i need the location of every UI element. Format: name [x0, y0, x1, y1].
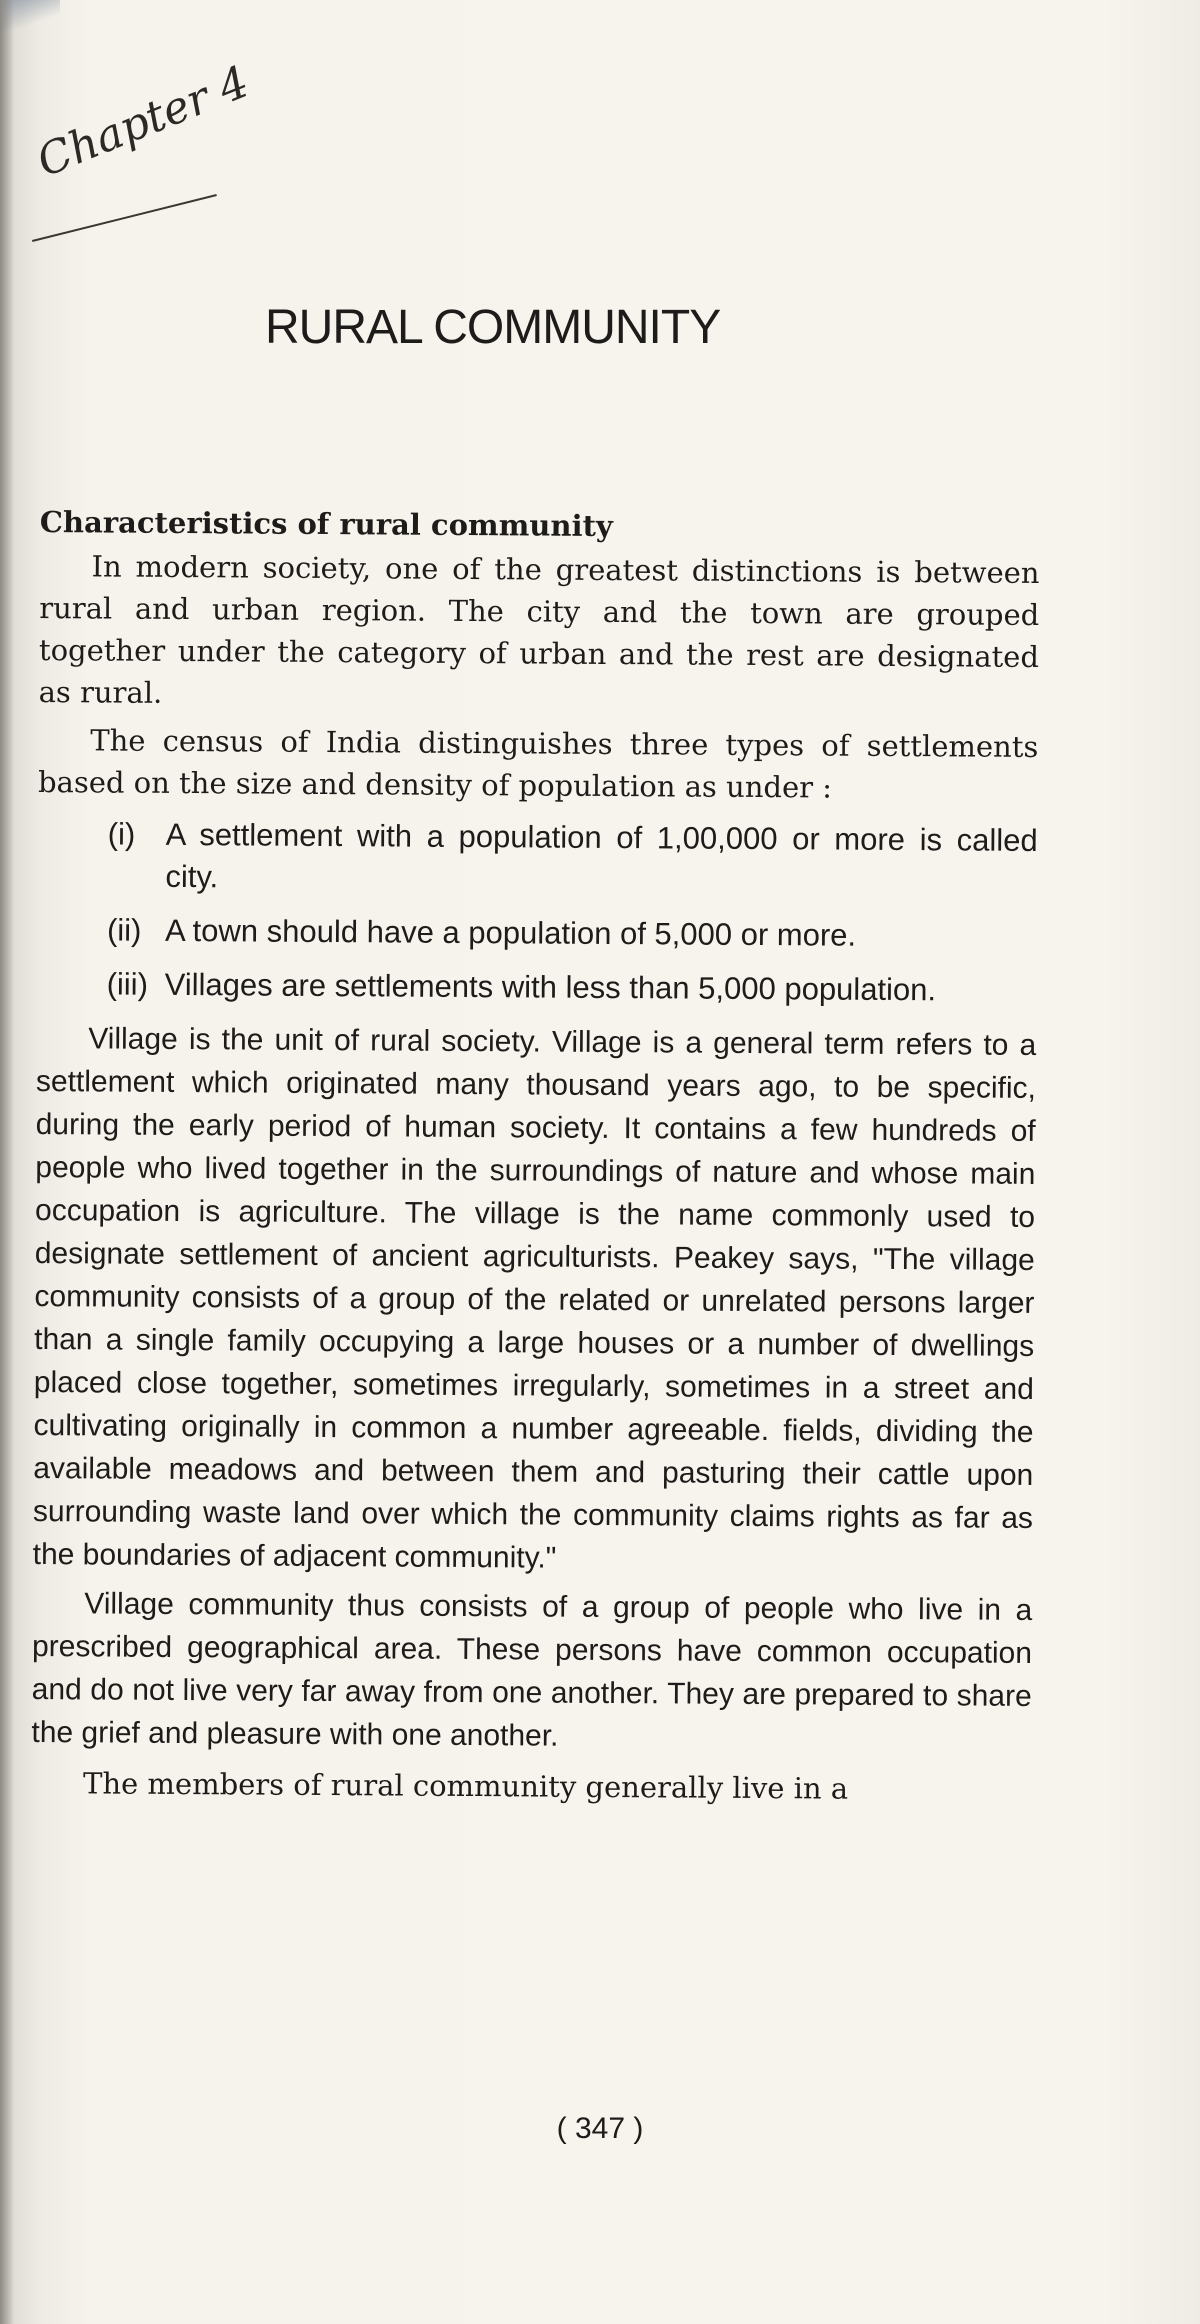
paragraph-census: The census of India distinguishes three types of settlements based on the size and density of population as under :: [37, 723, 1039, 805]
list-item-text: A town should have a population of 5,000 or more.: [164, 912, 857, 953]
list-item-number: (iii): [106, 966, 149, 1002]
page-number: ( 347 ): [556, 2112, 644, 2145]
paragraph-village-community: Village community thus consists of a group of people who live in a prescribed geographical area. These persons have common occupation and do not live very far away from one another. They are prepared to share the grief and pleasure with one another.: [31, 1587, 1033, 1753]
paragraph-continued: The members of rural community generally live in a: [82, 1766, 849, 1806]
list-item-number: (ii): [106, 912, 142, 948]
list-item-text: Villages are settlements with less than 5,000 population.: [164, 966, 937, 1008]
section-heading: Characteristics of rural community: [39, 505, 613, 543]
chapter-title: RURAL COMMUNITY: [265, 301, 721, 354]
paragraph-village-definition: Village is the unit of rural society. Village is a general term refers to a settlement which originated many thousand years ago, to be specific, during the early period of human society. It contains a few hundreds of people who lived together in the surroundings of nature and whose main occupation is agriculture. The village is the name commonly used to designate settlement of ancient agriculturists. Peakey says, "The village community consists of a group of the related or unrelated persons larger than a single family occupying a large houses or a number of dwellings placed close together, sometimes irregularly, sometimes in a street and cultivating originally in common a number agreeable. fields, dividing the available meadows and between them and pasturing their cattle upon surrounding waste land over which the community claims rights as far as the boundaries of adjacent community.": [32, 1022, 1037, 1575]
list-item-text: A settlement with a population of 1,00,000 or more is called city.: [165, 816, 1038, 895]
list-item-number: (i): [107, 816, 136, 852]
list-item: [107, 909, 1037, 957]
paragraph-intro: In modern society, one of the greatest distinctions is between rural and urban region. The city and the town are grouped together under the category of urban and the rest are designated as rural.: [38, 549, 1040, 710]
settlement-types-list: [37, 813, 1038, 1012]
list-item: [107, 813, 1038, 903]
list-item: [107, 963, 1037, 1011]
binding-shadow: [0, 0, 14, 2324]
chapter-label: Chapter 4: [30, 56, 256, 188]
chapter-underline: [32, 194, 217, 242]
body-text: [31, 505, 1040, 1811]
